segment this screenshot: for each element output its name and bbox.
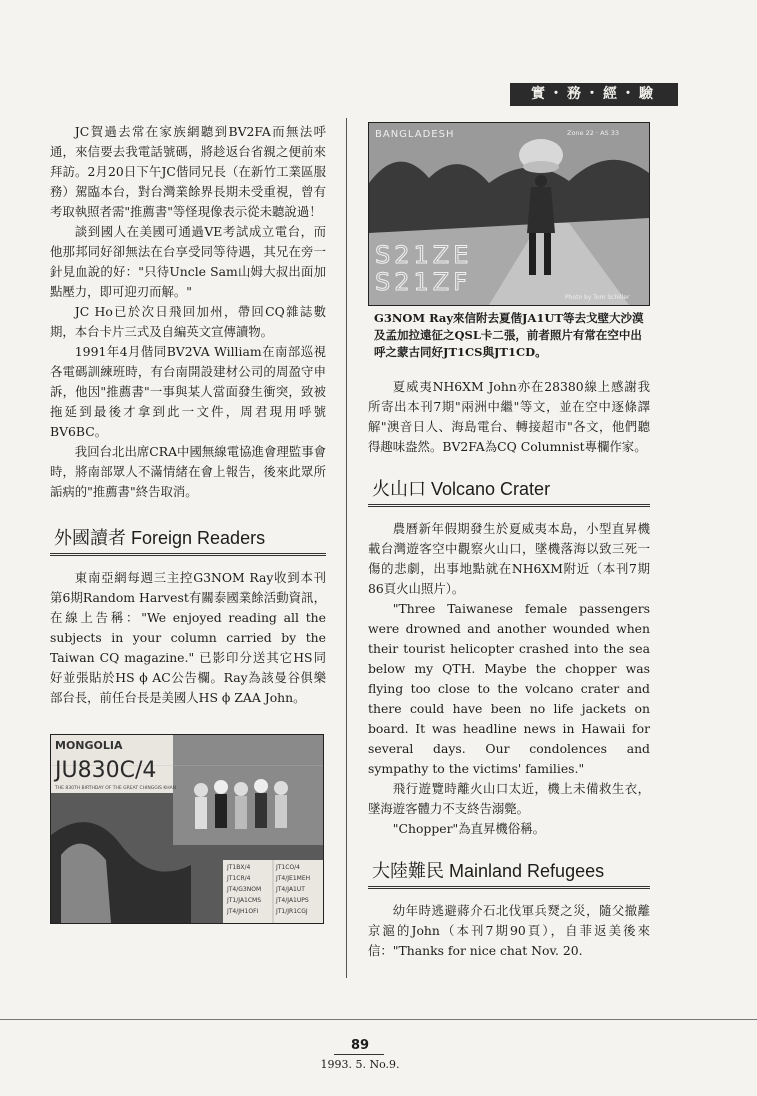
- mongolia-card-art: [51, 735, 323, 923]
- intro-paragraph: 我回台北出席CRA中國無線電協進會理監事會時，將南部眾人不滿情緒在會上報告，後來此眾所詬病的"推薦書"終告取消。: [50, 444, 326, 499]
- refugees-heading: 大陸難民 Mainland Refugees: [368, 857, 650, 889]
- photo-caption: G3NOM Ray來信附去夏偕JA1UT等去戈壁大沙漠及孟加拉遠征之QSL卡二張，前者照片有常在空中出呼之蒙古同好JT1CS與JT1CD。: [374, 311, 644, 359]
- operator-callsign: JT1CR/4: [227, 875, 251, 882]
- refugees-paragraph: 幼年時逃避蔣介石北伐軍兵燹之災，隨父撤離京滬的John（本刊7期90頁），自菲返美後來信："Thanks for nice chat Nov. 20.: [368, 903, 650, 958]
- volcano-paragraph: 飛行遊覽時離火山口太近，機上未備救生衣，墜海遊客體力不支終告溺斃。: [368, 781, 650, 816]
- column-divider: [346, 118, 347, 978]
- bangladesh-card-art: [369, 123, 649, 305]
- hawaii-paragraph: 夏威夷NH6XM John亦在28380線上感謝我所寄出本刊7期"兩洲中繼"等文，並在空中逐條譯解"澳音日人、海島電台、轉接超市"各文，他們聽得趣味盎然。BV2FA為CQ Columnist專欄作家。: [368, 379, 650, 454]
- card-callsign: JU830C/4: [55, 758, 157, 783]
- operator-callsign: JT1/JA1CMS: [227, 897, 262, 904]
- operator-callsign: JT4/JH1OFI: [227, 908, 259, 915]
- card-callsign: S21ZF: [375, 268, 472, 296]
- foreign-readers-heading: 外國讀者 Foreign Readers: [50, 524, 326, 556]
- operator-callsign: JT1CO/4: [276, 864, 301, 871]
- right-column: [368, 122, 650, 961]
- volcano-heading: 火山口 Volcano Crater: [368, 475, 650, 507]
- photo-credit: Photo by Tom Schiller: [565, 294, 630, 301]
- volcano-quote: "Three Taiwanese female passengers were drowned and another wounded when their tourist helicopter crashed into the sea below my QTH. Maybe the chopper was flying too close to the volcano crater and there could have been no life jackets on board. It was headline news in Hawaii for several days. Our condolences and sympathy to the victims' families.": [368, 601, 650, 776]
- card-country: BANGLADESH: [375, 129, 455, 140]
- footer-rule: [0, 1019, 757, 1020]
- card-callsign: S21ZE: [375, 241, 473, 269]
- card-zone: Zone 22 · AS 33: [567, 129, 619, 137]
- issue-date: 1993. 5. No.9.: [320, 1058, 400, 1071]
- volcano-paragraph: "Chopper"為直昇機俗稱。: [392, 821, 545, 836]
- operator-callsign: JT4/G3NOM: [227, 886, 262, 893]
- operator-callsign: JT4/JE1MEH: [276, 875, 311, 882]
- operator-callsign: JT1/JR1CGJ: [276, 908, 308, 915]
- volcano-paragraph: 農曆新年假期發生於夏威夷本島，小型直昇機載台灣遊客空中觀察火山口，墜機落海以致三死一傷的悲劇，出事地點就在NH6XM附近（本刊7期86頁火山照片）。: [368, 521, 650, 596]
- mongolia-qsl-card: [50, 734, 324, 924]
- operator-callsign: JT4/JA1UPS: [276, 897, 309, 904]
- intro-paragraph: 談到國人在美國可通過VE考試成立電台，而他那邦同好卻無法在台享受同等待遇，其兄在旁一針見血說的好："只待Uncle Sam山姆大叔出面加點壓力，即可迎刃而解。": [50, 224, 326, 299]
- left-column: [50, 122, 326, 924]
- intro-paragraph: 1991年4月偕同BV2VA William在南部巡視各電碼訓練班時，有台南開設建材公司的周盈守申訴，他因"推薦書"一事與某人當面發生衝突，致被拖延到最後才拿到此一文件，周君現用呼號BV6BC。: [50, 344, 326, 439]
- operator-callsign: JT4/JA1UT: [276, 886, 305, 893]
- page-number: 89: [350, 1038, 370, 1053]
- foreign-readers-paragraph: 東南亞網每週三主控G3NOM Ray收到本刊第6期Random Harvest有關泰國業餘活動資訊，在線上告稱："We enjoyed reading all the subjects in your column carried by the Taiwan CQ magazine." 已影印分送其它HS同好並張貼於HS ϕ AC公告欄。Ray為該曼谷俱樂部台長，前任台長是美國人HS ϕ ZAA John。: [50, 570, 326, 705]
- card-country: MONGOLIA: [55, 739, 123, 752]
- section-header: 實・務・經・驗: [510, 83, 678, 106]
- intro-paragraph: JC Ho已於次日飛回加州，帶回CQ雜誌數期，本台卡片三式及自編英文宣傳讀物。: [50, 304, 326, 339]
- page-number-underline: [334, 1054, 384, 1055]
- intro-paragraph: JC賀過去常在家族網聽到BV2FA而無法呼通，來信要去我電話號碼，將趁返台省親之便前來拜訪。2月20日下午JC偕同兄長（在新竹工業區服務）駕臨本台，對台灣業餘界長期未受重視，曾有考取執照者需"推薦書"等怪現像表示從未聽說過！: [50, 124, 326, 219]
- bangladesh-qsl-card: [368, 122, 650, 306]
- operator-callsign: JT1BX/4: [227, 864, 251, 871]
- card-subtitle: THE 830TH BIRTHDAY OF THE GREAT CHINGGIS KHAN: [55, 786, 177, 791]
